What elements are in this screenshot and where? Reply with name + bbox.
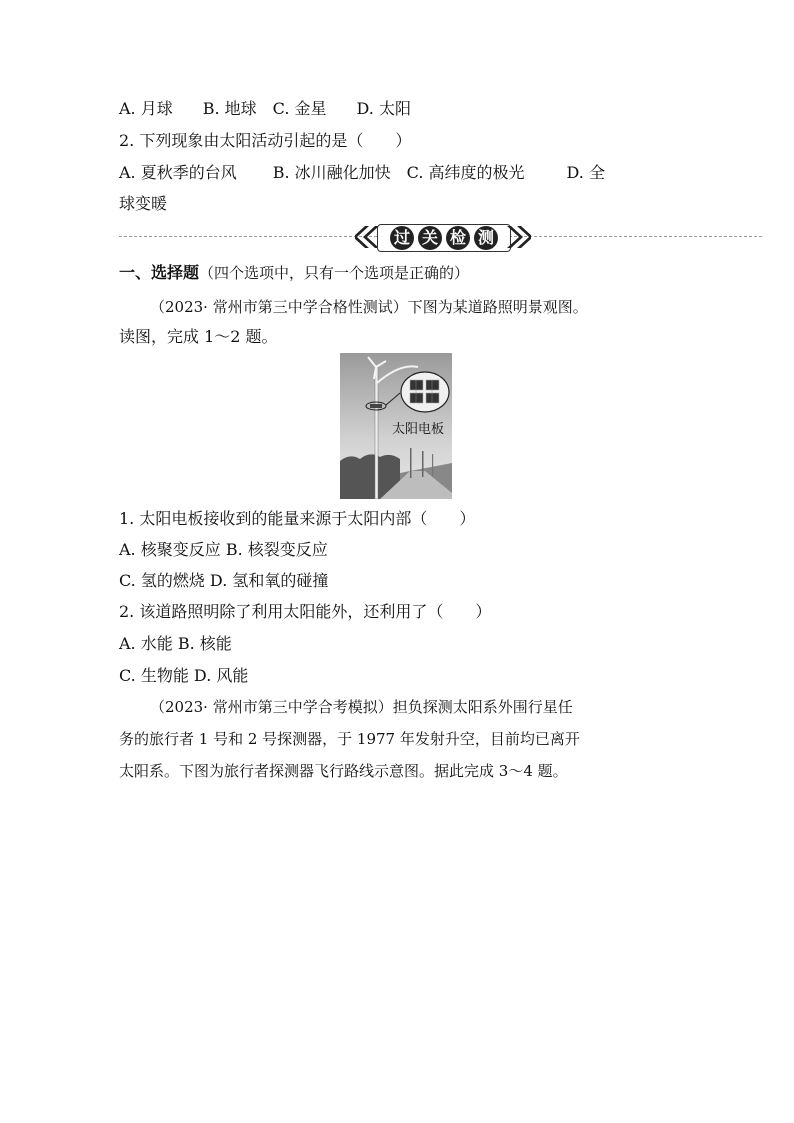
double-chevron-left-icon xyxy=(355,222,379,252)
prev-options-row xyxy=(119,98,411,120)
passage2-line2: 务的旅行者 1 号和 2 号探测器，于 1977 年发射升空，目前均已离开 xyxy=(119,730,580,748)
section-badge xyxy=(355,222,531,252)
prev-q2-options-row xyxy=(119,162,605,184)
q2-options-cd: C. 生物能 D. 风能 xyxy=(119,666,249,685)
prev-option-b: B. 地球 xyxy=(202,99,257,118)
section-heading-row xyxy=(119,262,469,284)
section-note: （四个选项中，只有一个选项是正确的） xyxy=(199,264,470,282)
badge-char-3: 检 xyxy=(446,226,470,250)
badge-box xyxy=(377,224,511,252)
passage2-line3: 太阳系。下图为旅行者探测器飞行路线示意图。据此完成 3～4 题。 xyxy=(119,762,568,780)
solar-panel-label: 太阳电板 xyxy=(392,422,445,437)
q1-stem: 1. 太阳电板接收到的能量来源于太阳内部（ ） xyxy=(119,509,476,528)
prev-option-c: C. 金星 xyxy=(272,99,327,118)
prev-q2-option-b: B. 冰川融化加快 xyxy=(272,163,391,182)
passage1-line2: 读图，完成 1～2 题。 xyxy=(119,327,278,346)
prev-q2-option-d: D. 全 xyxy=(566,163,605,182)
prev-q2-stem: 2. 下列现象由太阳活动引起的是（ ） xyxy=(119,131,412,150)
street-light-photo xyxy=(340,353,452,499)
q1-options-cd: C. 氢的燃烧 D. 氢和氧的碰撞 xyxy=(119,571,329,590)
prev-option-a: A. 月球 xyxy=(119,99,173,118)
double-chevron-right-icon xyxy=(507,222,531,252)
badge-char-4: 测 xyxy=(474,226,498,250)
q2-options-ab: A. 水能 B. 核能 xyxy=(119,634,232,653)
q1-options-ab: A. 核聚变反应 B. 核裂变反应 xyxy=(119,540,328,559)
prev-option-d: D. 太阳 xyxy=(356,99,411,118)
prev-q2-option-c: C. 高纬度的极光 xyxy=(406,163,525,182)
badge-char-2: 关 xyxy=(418,226,442,250)
badge-char-1: 过 xyxy=(390,226,414,250)
q2-stem: 2. 该道路照明除了利用太阳能外，还利用了（ ） xyxy=(119,602,492,621)
passage2-line1: （2023· 常州市第三中学合考模拟）担负探测太阳系外围行星任 xyxy=(150,698,573,716)
section-heading: 一、选择题 xyxy=(119,263,200,282)
prev-q2-option-d-cont: 球变暖 xyxy=(119,194,168,213)
prev-q2-option-a: A. 夏秋季的台风 xyxy=(119,163,237,182)
passage1-line1: （2023· 常州市第三中学合格性测试）下图为某道路照明景观图。 xyxy=(150,298,588,316)
